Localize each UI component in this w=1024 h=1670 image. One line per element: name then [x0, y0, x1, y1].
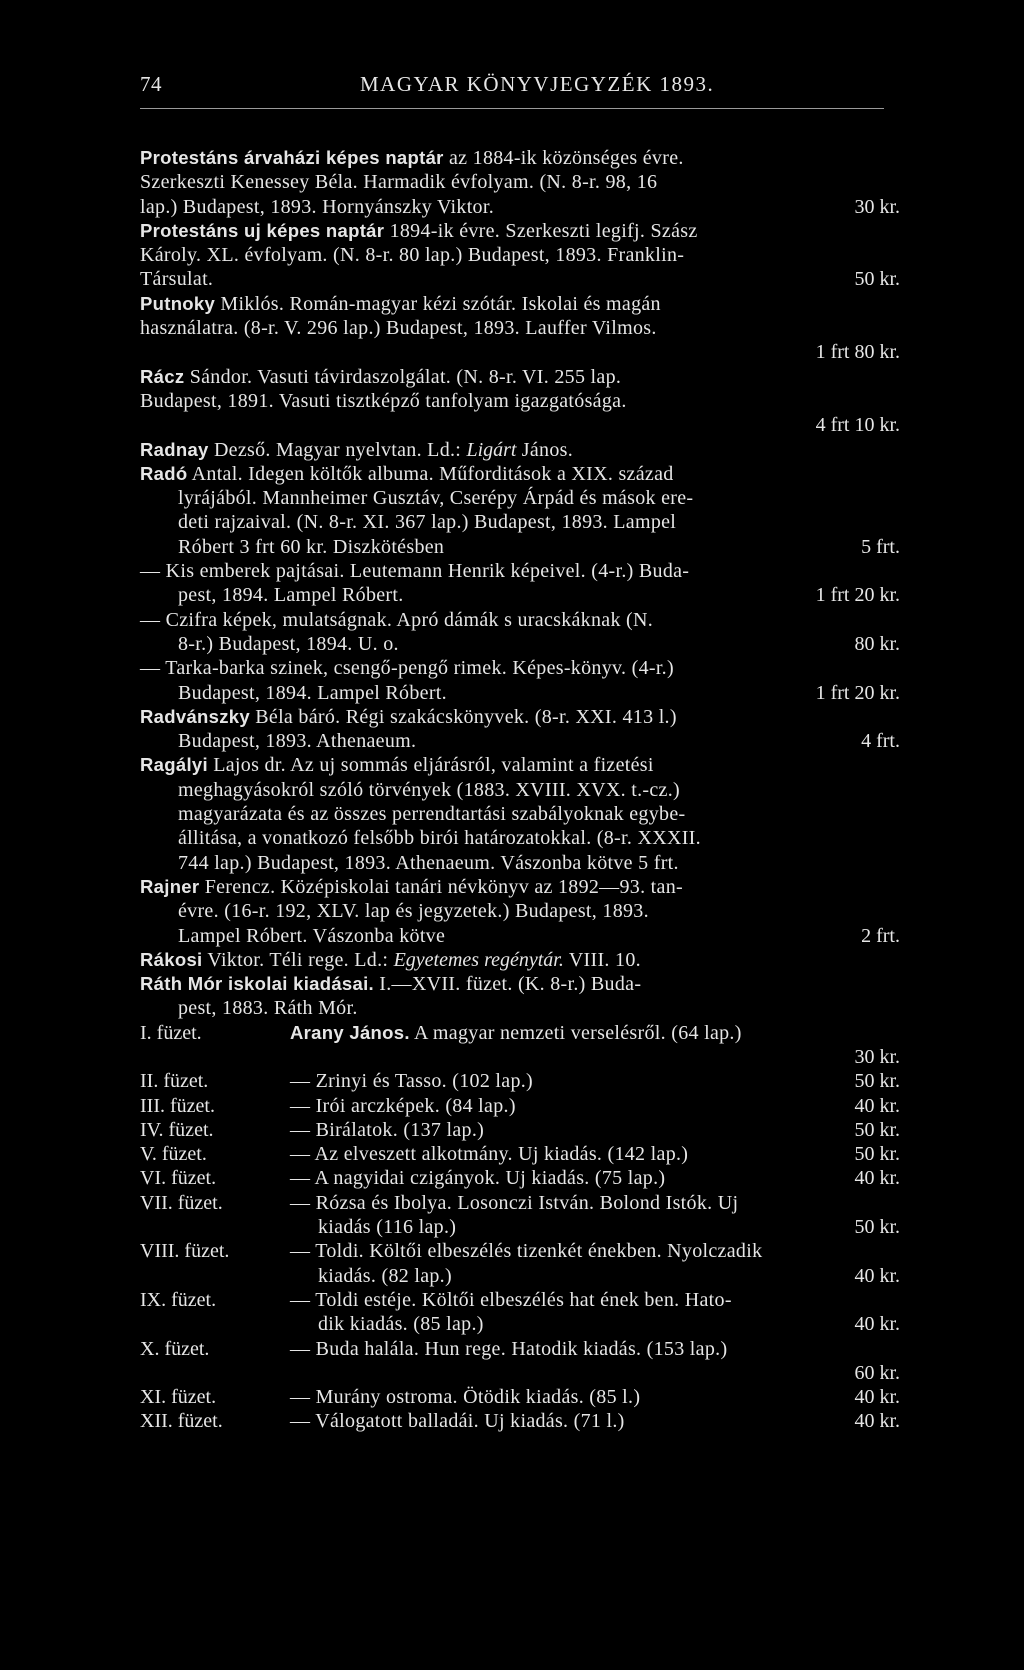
entry-text: deti rajzaival. (N. 8-r. XI. 367 lap.) Budapest, 1893. Lampel — [178, 511, 677, 534]
entry-line — [140, 438, 900, 462]
entry-line — [140, 535, 900, 559]
entry-reference: Egyetemes regénytár. — [393, 948, 564, 971]
fuzet-continuation — [140, 1264, 900, 1288]
running-header — [140, 72, 884, 102]
fuzet-price: 40 kr. — [854, 1410, 900, 1433]
fuzet-title-cont: kiadás. (82 lap.) — [318, 1264, 452, 1287]
fuzet-price: 60 kr. — [854, 1361, 900, 1384]
entry-author: Radnay — [140, 438, 209, 460]
entry-text: 1894-ik évre. Szerkeszti legifj. Szász — [384, 219, 698, 242]
entry-line — [140, 802, 900, 826]
entry-price: 50 kr. — [854, 268, 900, 291]
fuzet-price-line — [140, 1361, 900, 1385]
fuzet-continuation — [140, 1215, 900, 1239]
entry-price: 5 frt. — [861, 535, 900, 558]
fuzet-number: IX. füzet. — [140, 1288, 217, 1311]
entry-text: pest, 1883. Ráth Mór. — [178, 997, 358, 1020]
fuzet-item — [140, 1385, 900, 1409]
entry-text: 8-r.) Budapest, 1894. U. o. — [178, 632, 399, 655]
fuzet-title: — Birálatok. (137 lap.) — [290, 1118, 485, 1141]
fuzet-number: VI. füzet. — [140, 1167, 217, 1190]
entry-line — [140, 267, 900, 291]
entry-line — [140, 462, 900, 486]
fuzet-price: 40 kr. — [854, 1094, 900, 1117]
fuzet-continuation — [140, 1312, 900, 1336]
entry-author: Radvánszky — [140, 705, 250, 727]
entry-text: Antal. Idegen költők albuma. Műforditások a XIX. század — [187, 462, 674, 485]
fuzet-price: 40 kr. — [854, 1264, 900, 1287]
entry-text: I.—XVII. füzet. (K. 8-r.) Buda- — [374, 973, 642, 996]
entry-line — [140, 608, 900, 632]
entry-line — [140, 413, 900, 437]
entry-line — [140, 146, 900, 170]
entry-text: lap.) Budapest, 1893. Hornyánszky Viktor. — [140, 195, 495, 218]
entry-price: 1 frt 20 kr. — [815, 584, 900, 607]
entry-line — [140, 778, 900, 802]
entry-text: Szerkeszti Kenessey Béla. Harmadik évfolyam. (N. 8-r. 98, 16 — [140, 171, 658, 194]
entry-line — [140, 972, 900, 996]
entry-price: 80 kr. — [854, 632, 900, 655]
fuzet-title: — A nagyidai czigányok. Uj kiadás. (75 lap.) — [290, 1167, 666, 1190]
catalog-entries — [140, 146, 900, 1434]
entry-line — [140, 753, 900, 777]
entry-author: Rácz — [140, 365, 185, 387]
fuzet-item — [140, 1288, 900, 1312]
entry-text: Ferencz. Középiskolai tanári névkönyv az 1892—93. tan- — [199, 875, 683, 898]
entry-line — [140, 875, 900, 899]
entry-line — [140, 826, 900, 850]
fuzet-item — [140, 1191, 900, 1215]
entry-text: Budapest, 1891. Vasuti tisztképző tanfolyam igazgatósága. — [140, 389, 627, 412]
fuzet-item — [140, 1166, 900, 1190]
entry-text: évre. (16-r. 192, XLV. lap és jegyzetek.) Budapest, 1893. — [178, 900, 649, 923]
entry-price: 1 frt 80 kr. — [815, 341, 900, 364]
entry-line — [140, 219, 900, 243]
fuzet-title-cont: kiadás (116 lap.) — [318, 1216, 457, 1239]
entry-line — [140, 365, 900, 389]
fuzet-item — [140, 1239, 900, 1263]
entry-text: az 1884-ik közönséges évre. — [443, 147, 684, 169]
fuzet-author: Arany János. — [290, 1021, 410, 1043]
fuzet-title: — Az elveszett alkotmány. Uj kiadás. (142 lap.) — [290, 1143, 689, 1166]
fuzet-price-line — [140, 1045, 900, 1069]
entry-line — [140, 583, 900, 607]
entry-text: lyrájából. Mannheimer Gusztáv, Cserépy Árpád és mások ere- — [178, 487, 694, 510]
entry-author: Protestáns uj képes naptár — [140, 219, 385, 241]
entry-text: meghagyásokról szóló törvények (1883. XVIII. XVX. t.-cz.) — [178, 778, 680, 801]
fuzet-title: — Murány ostroma. Ötödik kiadás. (85 l.) — [290, 1386, 641, 1409]
fuzet-title: — Rózsa és Ibolya. Losonczi István. Bolond Istók. Uj — [290, 1191, 739, 1214]
fuzet-price: 40 kr. — [854, 1167, 900, 1190]
entry-line — [140, 559, 900, 583]
fuzet-title: — Zrinyi és Tasso. (102 lap.) — [290, 1070, 534, 1093]
entry-text: Béla báró. Régi szakácskönyvek. (8-r. XXI. 413 l.) — [249, 705, 677, 728]
entry-text: Lampel Róbert. Vászonba kötve — [178, 924, 446, 947]
page-number: 74 — [140, 72, 162, 96]
fuzet-item — [140, 1118, 900, 1142]
fuzet-title: — Buda halála. Hun rege. Hatodik kiadás. (153 lap.) — [290, 1337, 728, 1360]
entry-text: — Kis emberek pajtásai. Leutemann Henrik képeivel. (4-r.) Buda- — [140, 560, 690, 583]
entry-line — [140, 195, 900, 219]
fuzet-title: — Irói arczképek. (84 lap.) — [290, 1094, 516, 1117]
entry-line — [140, 851, 900, 875]
fuzet-price: 30 kr. — [854, 1045, 900, 1068]
entry-text: Budapest, 1893. Athenaeum. — [178, 730, 417, 753]
entry-line — [140, 899, 900, 923]
entry-author: Radó — [140, 462, 188, 484]
fuzet-item — [140, 1142, 900, 1166]
entry-price: 4 frt 10 kr. — [815, 414, 900, 437]
fuzet-title: — Toldi. Költői elbeszélés tizenkét énekben. Nyolczadik — [290, 1240, 763, 1263]
entry-text: Dezső. Magyar nyelvtan. Ld.: — [208, 438, 467, 461]
entry-text: 744 lap.) Budapest, 1893. Athenaeum. Vászonba kötve 5 frt. — [178, 851, 679, 874]
entry-line — [140, 486, 900, 510]
entry-author: Ráth Mór iskolai kiadásai. — [140, 973, 374, 995]
fuzet-number: XI. füzet. — [140, 1386, 217, 1409]
entry-line — [140, 316, 900, 340]
fuzet-number: V. füzet. — [140, 1143, 207, 1166]
fuzet-price: 50 kr. — [854, 1118, 900, 1141]
entry-line — [140, 510, 900, 534]
entry-text: Társulat. — [140, 268, 214, 291]
entry-text: — Tarka-barka szinek, csengő-pengő rimek. Képes-könyv. (4-r.) — [140, 657, 674, 680]
entry-text: állitása, a vonatkozó felsőbb birói határozatokkal. (8-r. XXXII. — [178, 827, 701, 850]
fuzet-price: 40 kr. — [854, 1386, 900, 1409]
fuzet-title-cont: dik kiadás. (85 lap.) — [318, 1313, 484, 1336]
entry-line — [140, 948, 900, 972]
fuzet-price: 50 kr. — [854, 1143, 900, 1166]
entry-line — [140, 705, 900, 729]
entry-text: magyarázata és az összes perrendtartási szabályoknak egybe- — [178, 803, 686, 826]
entry-text: Budapest, 1894. Lampel Róbert. — [178, 681, 447, 704]
fuzet-item — [140, 1337, 900, 1361]
entry-text: Sándor. Vasuti távirdaszolgálat. (N. 8-r. VI. 255 lap. — [184, 365, 622, 388]
fuzet-number: IV. füzet. — [140, 1118, 214, 1141]
fuzet-number: III. füzet. — [140, 1094, 215, 1117]
fuzet-price: 40 kr. — [854, 1313, 900, 1336]
fuzet-title: — Toldi estéje. Költői elbeszélés hat ének ben. Hato- — [290, 1288, 732, 1311]
entry-line — [140, 729, 900, 753]
entry-text: Viktor. Téli rege. Ld.: — [202, 948, 394, 971]
entry-line — [140, 996, 900, 1020]
entry-text: János. — [516, 438, 574, 461]
entry-author: Rajner — [140, 875, 200, 897]
fuzet-item — [140, 1409, 900, 1433]
entry-line — [140, 632, 900, 656]
entry-author: Rákosi — [140, 948, 203, 970]
entry-price: 30 kr. — [854, 195, 900, 218]
fuzet-item — [140, 1021, 900, 1045]
entry-line — [140, 243, 900, 267]
fuzet-number: I. füzet. — [140, 1021, 202, 1044]
entry-price: 2 frt. — [861, 924, 900, 947]
entry-line — [140, 170, 900, 194]
header-rule — [140, 108, 884, 109]
entry-text: VIII. 10. — [563, 948, 641, 971]
fuzet-price: 50 kr. — [854, 1216, 900, 1239]
entry-text: Miklós. Román-magyar kézi szótár. Iskolai és magán — [215, 292, 661, 315]
entry-author: Ragályi — [140, 754, 208, 776]
entry-text: használatra. (8-r. V. 296 lap.) Budapest, 1893. Lauffer Vilmos. — [140, 317, 657, 340]
entry-line — [140, 389, 900, 413]
entry-line — [140, 924, 900, 948]
entry-text: Lajos dr. Az uj sommás eljárásról, valamint a fizetési — [207, 754, 654, 777]
fuzet-price: 50 kr. — [854, 1070, 900, 1093]
entry-text: — Czifra képek, mulatságnak. Apró dámák s uracskáknak (N. — [140, 608, 654, 631]
fuzet-item — [140, 1069, 900, 1093]
fuzet-item — [140, 1094, 900, 1118]
fuzet-number: VIII. füzet. — [140, 1240, 230, 1263]
entry-price: 1 frt 20 kr. — [815, 681, 900, 704]
entry-line — [140, 656, 900, 680]
entry-line — [140, 292, 900, 316]
fuzet-title: A magyar nemzeti verselésről. (64 lap.) — [409, 1021, 742, 1044]
entry-text: Károly. XL. évfolyam. (N. 8-r. 80 lap.) Budapest, 1893. Franklin- — [140, 244, 685, 267]
entry-text: pest, 1894. Lampel Róbert. — [178, 584, 404, 607]
entry-author: Protestáns árvaházi képes naptár — [140, 147, 444, 168]
entry-text: Róbert 3 frt 60 kr. Diszkötésben — [178, 535, 445, 558]
fuzet-number: VII. füzet. — [140, 1191, 223, 1214]
running-title: MAGYAR KÖNYVJEGYZÉK 1893. — [360, 72, 715, 96]
fuzet-number: II. füzet. — [140, 1070, 209, 1093]
entry-line — [140, 681, 900, 705]
fuzet-number: XII. füzet. — [140, 1410, 223, 1433]
entry-reference: Ligárt — [466, 438, 517, 461]
fuzet-title: — Válogatott balladái. Uj kiadás. (71 l.) — [290, 1410, 625, 1433]
entry-author: Putnoky — [140, 292, 216, 314]
entry-price: 4 frt. — [861, 730, 900, 753]
entry-line — [140, 340, 900, 364]
fuzet-number: X. füzet. — [140, 1337, 210, 1360]
